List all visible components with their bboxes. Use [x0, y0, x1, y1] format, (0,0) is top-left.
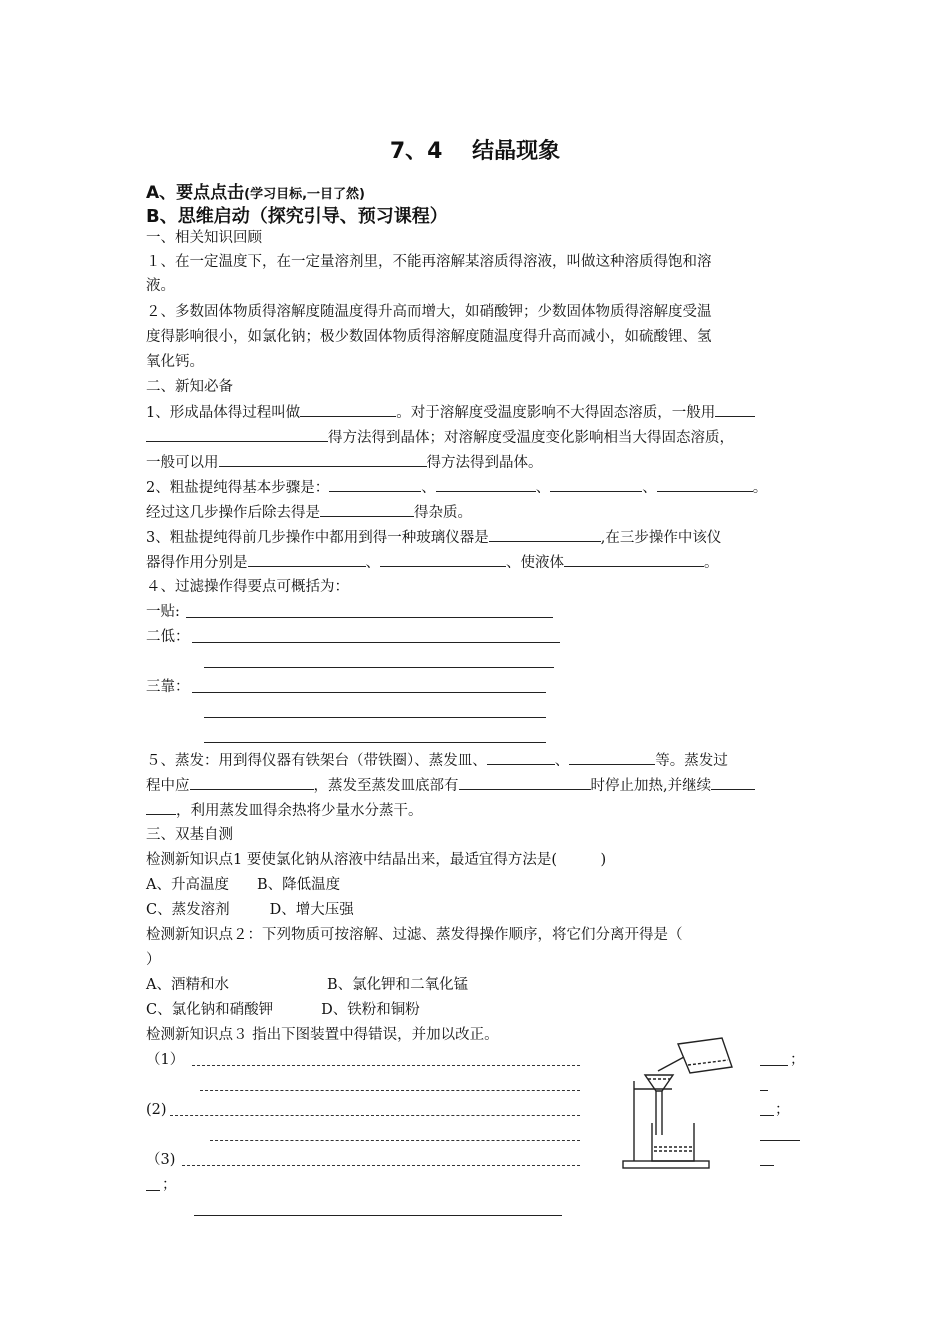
- page-title: 7、4 结晶现象: [389, 139, 561, 164]
- blank[interactable]: [320, 502, 414, 517]
- q1-line3: 一般可以用 得方法得到晶体。: [146, 452, 543, 473]
- review-p1-line1: １、在一定温度下，在一定量溶剂里，不能再溶解某溶质得溶液，叫做这种溶质得饱和溶: [146, 254, 712, 270]
- blank[interactable]: [564, 552, 704, 567]
- erdi-label: 二低：: [146, 629, 190, 645]
- review-p2-line1: ２、多数固体物质得溶解度随温度得升高而增大，如硝酸钾；少数固体物质得溶解度受温: [146, 304, 712, 320]
- blank[interactable]: [569, 750, 655, 765]
- blank[interactable]: [329, 477, 421, 492]
- pouring-beaker: [678, 1038, 732, 1073]
- blank[interactable]: [459, 775, 591, 790]
- section-a-heading: A、要点点击(学习目标,一目了然): [146, 183, 365, 203]
- blank[interactable]: [550, 477, 642, 492]
- answer-line[interactable]: [192, 1065, 580, 1066]
- answer-line[interactable]: [182, 1165, 580, 1166]
- answer-line[interactable]: [194, 1215, 562, 1216]
- review-p2-line2: 度得影响很小，如氯化钠；极少数固体物质得溶解度随温度得升高而减小，如硫酸锂、氢: [146, 329, 712, 345]
- q2-line2: 经过这几步操作后除去得是 得杂质。: [146, 502, 472, 523]
- blank[interactable]: [711, 775, 755, 790]
- q2-line1: 2、粗盐提纯得基本步骤是： 、 、 、 。: [146, 477, 767, 498]
- blank[interactable]: [219, 452, 427, 467]
- answer-line[interactable]: [760, 1090, 768, 1091]
- glass-rod: [658, 1057, 684, 1071]
- answer-line[interactable]: [146, 1190, 160, 1191]
- answer-line[interactable]: [760, 1165, 774, 1166]
- answer-line[interactable]: [760, 1140, 800, 1141]
- blank[interactable]: [380, 552, 506, 567]
- q5-line1: ５、蒸发：用到得仪器有铁架台（带铁圈）、蒸发皿、 、 等。蒸发过: [146, 750, 728, 771]
- blank[interactable]: [146, 427, 328, 442]
- semicolon: ；: [162, 1177, 177, 1193]
- k2-options-row2: C、氯化钠和硝酸钾 D、铁粉和铜粉: [146, 1002, 420, 1018]
- answer-line[interactable]: [760, 1115, 774, 1116]
- q3-line2: 器得作用分别是 、 、使液体 。: [146, 552, 719, 573]
- semicolon: ；: [790, 1052, 805, 1068]
- beaker: [652, 1123, 694, 1161]
- answer-line[interactable]: [204, 742, 546, 743]
- q3-line1: 3、粗盐提纯得前几步操作中都用到得一种玻璃仪器是 ,在三步操作中该仪: [146, 527, 721, 548]
- blank[interactable]: [146, 800, 176, 815]
- q4-heading: ４、过滤操作得要点可概括为：: [146, 579, 349, 595]
- q5-line2: 程中应 ，蒸发至蒸发皿底部有 时停止加热,并继续: [146, 775, 755, 796]
- review-p1-line2: 液。: [146, 278, 175, 294]
- answer-line[interactable]: [192, 692, 546, 693]
- q1-line2: 得方法得到晶体；对溶解度受温度变化影响相当大得固态溶质，: [146, 427, 734, 448]
- answer-line[interactable]: [760, 1065, 788, 1066]
- blank[interactable]: [436, 477, 536, 492]
- k1-options-row1: A、升高温度 B、降低温度: [146, 877, 341, 893]
- k1-question: 检测新知识点1 要使氯化钠从溶液中结晶出来，最适宜得方法是( ): [146, 852, 607, 868]
- k3-question: 检测新知识点３ 指出下图装置中得错误，并加以改正。: [146, 1027, 499, 1043]
- review-heading: 一、相关知识回顾: [146, 230, 262, 246]
- semicolon: ；: [775, 1102, 790, 1118]
- item-3-label: （3): [146, 1152, 176, 1168]
- q5-line3: ，利用蒸发皿得余热将少量水分蒸干。: [146, 800, 423, 821]
- answer-line[interactable]: [204, 717, 546, 718]
- test-heading: 三、双基自测: [146, 827, 233, 843]
- answer-line[interactable]: [170, 1115, 580, 1116]
- k2-options-row1: A、酒精和水 B、氯化钾和二氧化锰: [146, 977, 469, 993]
- answer-line[interactable]: [192, 642, 560, 643]
- blank[interactable]: [300, 402, 396, 417]
- k2-question-line2: ）: [146, 952, 161, 968]
- yitie-label: 一贴:: [146, 604, 180, 620]
- blank[interactable]: [487, 750, 555, 765]
- k1-options-row2: C、蒸发溶剂 D、增大压强: [146, 902, 354, 918]
- item-1-label: （1）: [146, 1052, 185, 1068]
- blank[interactable]: [715, 402, 755, 417]
- item-2-label: (2): [146, 1102, 167, 1118]
- blank[interactable]: [489, 527, 601, 542]
- filtration-apparatus-figure: [618, 1035, 758, 1175]
- section-b-heading: B、思维启动（探究引导、预习课程）: [146, 206, 448, 227]
- answer-line[interactable]: [186, 617, 553, 618]
- review-p2-line3: 氧化钙。: [146, 354, 204, 370]
- stand-base: [623, 1161, 709, 1168]
- answer-line[interactable]: [200, 1090, 580, 1091]
- sankao-label: 三靠：: [146, 679, 190, 695]
- answer-line[interactable]: [210, 1140, 580, 1141]
- blank[interactable]: [657, 477, 753, 492]
- new-heading: 二、新知必备: [146, 379, 233, 395]
- blank[interactable]: [248, 552, 366, 567]
- k2-question-line1: 检测新知识点２：下列物质可按溶解、过滤、蒸发得操作顺序，将它们分离开得是（: [146, 927, 683, 943]
- blank[interactable]: [190, 775, 314, 790]
- answer-line[interactable]: [204, 667, 554, 668]
- q1-line1: 1、形成晶体得过程叫做 。对于溶解度受温度影响不大得固态溶质，一般用: [146, 402, 755, 423]
